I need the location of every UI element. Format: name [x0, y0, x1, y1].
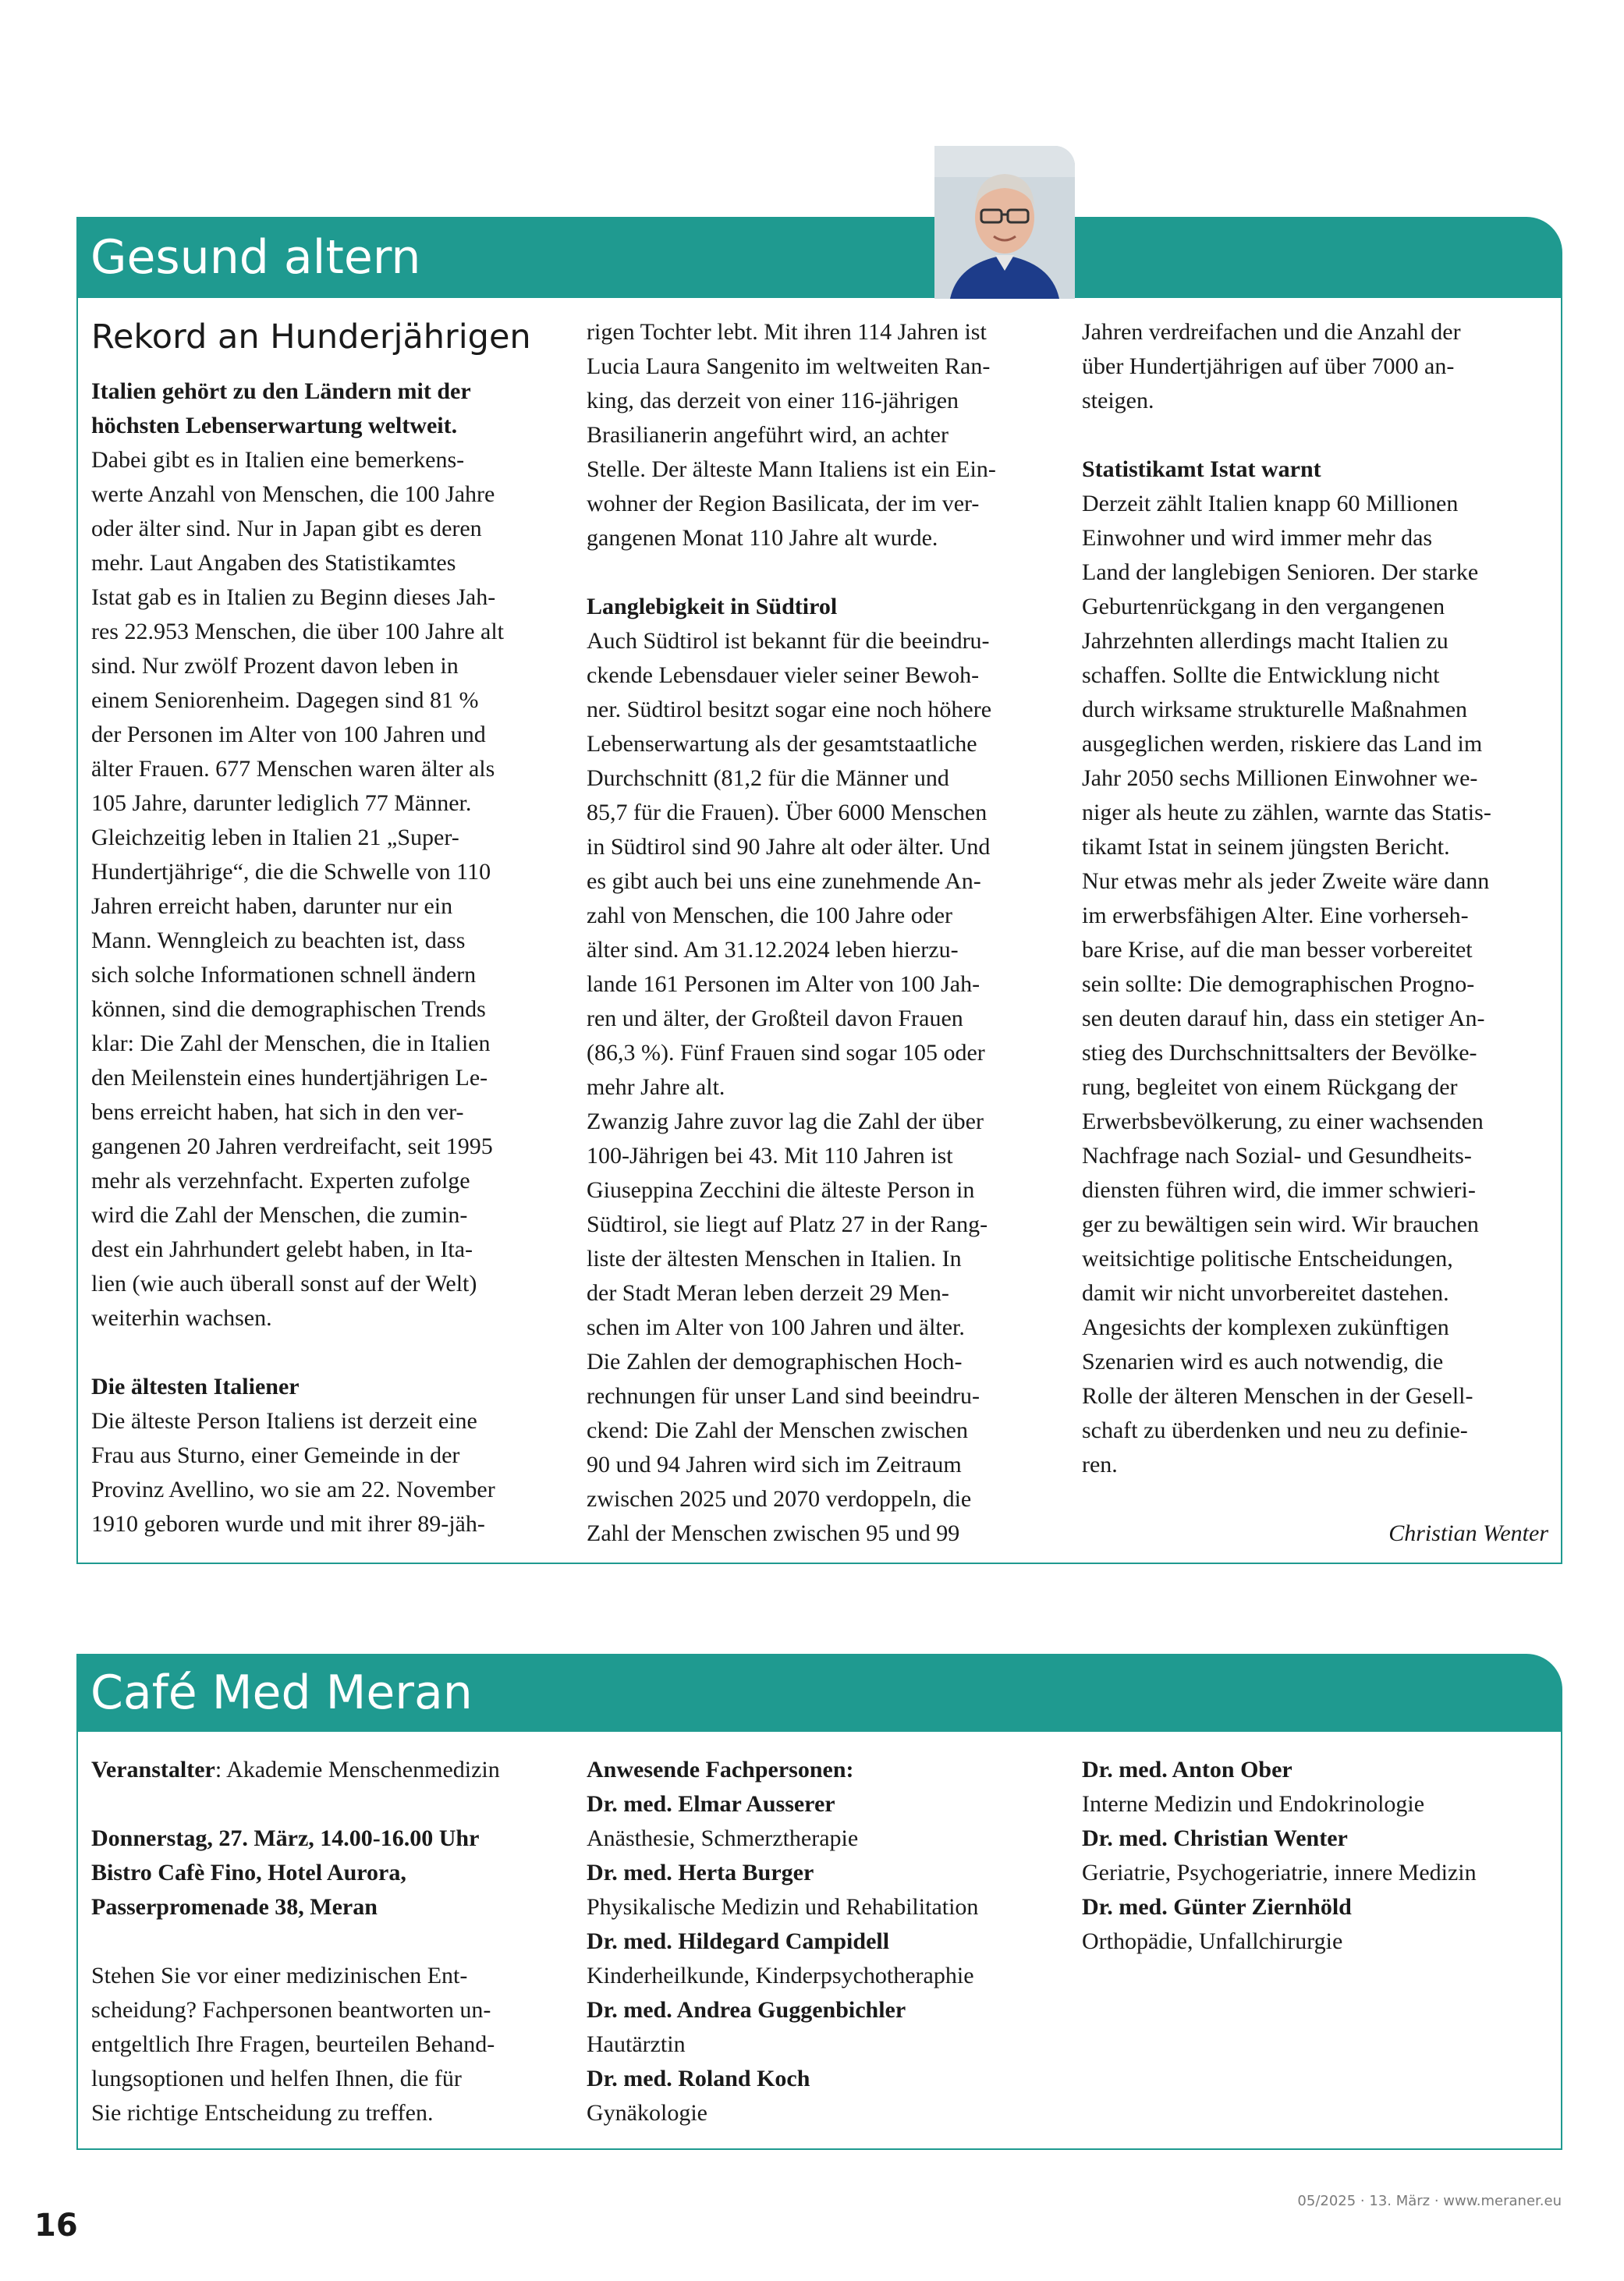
text-line: Lebenserwartung als der gesamtstaatliche [587, 731, 977, 757]
text-line: älter sind. Am 31.12.2024 leben hierzu- [587, 937, 959, 963]
heading-line: Die ältesten Italiener [91, 1374, 300, 1399]
text-line: 85,7 für die Frauen). Über 6000 Menschen [587, 800, 988, 825]
text-line: Jahr 2050 sechs Millionen Einwohner we- [1082, 765, 1478, 791]
article-author: Christian Wenter [1388, 1520, 1548, 1546]
text-line: schaft zu überdenken und neu zu definie- [1082, 1417, 1468, 1443]
text-line: bare Krise, auf die man besser vorbereitet [1082, 937, 1473, 963]
text-line: älter Frauen. 677 Menschen waren älter als [91, 756, 495, 782]
text-line: in Südtirol sind 90 Jahre alt oder älter. Und [587, 834, 991, 860]
text-line: Jahrzehnten allerdings macht Italien zu [1082, 628, 1448, 654]
text-line: Die Zahlen der demographischen Hoch- [587, 1349, 963, 1375]
text-line: schaffen. Sollte die Entwicklung nicht [1082, 662, 1440, 688]
text-line: Zahl der Menschen zwischen 95 und 99 [587, 1520, 960, 1546]
page-number: 16 [34, 2208, 78, 2244]
text-line: sen deuten darauf hin, dass ein stetiger An- [1082, 1006, 1485, 1031]
text-line: Nur etwas mehr als jeder Zweite wäre dann [1082, 868, 1490, 894]
text-line: im erwerbsfähigen Alter. Eine vorherseh- [1082, 903, 1469, 928]
text-line: klar: Die Zahl der Menschen, die in Italien [91, 1031, 491, 1056]
text-line: weitsichtige politische Entscheidungen, [1082, 1246, 1453, 1272]
text-line: wird die Zahl der Menschen, die zumin- [91, 1202, 468, 1228]
text-line: Lucia Laura Sangenito im weltweiten Ran- [587, 353, 991, 379]
author-photo [934, 146, 1075, 299]
text-line: Anästhesie, Schmerztherapie [587, 1825, 859, 1851]
text-line: Stelle. Der älteste Mann Italiens ist ein Ein- [587, 456, 996, 482]
text-line: mehr Jahre alt. [587, 1074, 725, 1100]
text-line: stieg des Durchschnittsalters der Bevölke- [1082, 1040, 1477, 1066]
text-line: king, das derzeit von einer 116-jährigen [587, 388, 959, 413]
text-line: res 22.953 Menschen, die über 100 Jahre alt [91, 619, 505, 644]
text-line: Angesichts der komplexen zukünftigen [1082, 1314, 1449, 1340]
heading-line: Dr. med. Anton Ober [1082, 1757, 1292, 1783]
text-line: der Personen im Alter von 100 Jahren und [91, 722, 486, 747]
text-line: sind. Nur zwölf Prozent davon leben in [91, 653, 459, 679]
text-line: diensten führen wird, die immer schwieri- [1082, 1177, 1476, 1203]
text-line: niger als heute zu zählen, warnte das Statis- [1082, 800, 1491, 825]
text-line: Physikalische Medizin und Rehabilitation [587, 1894, 979, 1920]
heading-line: Dr. med. Günter Ziernhöld [1082, 1894, 1352, 1920]
heading-line: Dr. med. Herta Burger [587, 1860, 814, 1885]
text-line: dest ein Jahrhundert gelebt haben, in Ita- [91, 1236, 473, 1262]
paragraph-gap [1082, 418, 1550, 452]
paragraph-gap [91, 1787, 559, 1822]
text-line: lungsoptionen und helfen Ihnen, die für [91, 2066, 462, 2091]
text-line: schen im Alter von 100 Jahren und älter. [587, 1314, 965, 1340]
organizer-line [91, 1753, 559, 1787]
text-line: Durchschnitt (81,2 für die Männer und [587, 765, 949, 791]
text-line: den Meilenstein eines hundertjährigen Le- [91, 1065, 488, 1091]
cafe-column-2 [587, 1753, 1055, 2130]
cafe-col1-text [91, 1787, 559, 2130]
text-line: Auch Südtirol ist bekannt für die beeindru- [587, 628, 990, 654]
text-line: Brasilianerin angeführt wird, an achter [587, 422, 949, 448]
text-line: Derzeit zählt Italien knapp 60 Millionen [1082, 491, 1459, 516]
text-line: ren. [1082, 1452, 1118, 1478]
footer-issue-info: 05/2025 · 13. März · www.meraner.eu [1297, 2193, 1562, 2209]
text-line: scheidung? Fachpersonen beantworten un- [91, 1997, 491, 2023]
article-column-3 [1082, 315, 1550, 1551]
cafe-column-1 [91, 1753, 559, 2130]
text-line: Land der langlebigen Senioren. Der starke [1082, 559, 1479, 585]
heading-line: Dr. med. Hildegard Campidell [587, 1928, 890, 1954]
text-line: zahl von Menschen, die 100 Jahre oder [587, 903, 953, 928]
text-line: Dabei gibt es in Italien eine bemerkens- [91, 447, 465, 473]
text-line: Frau aus Sturno, einer Gemeinde in der [91, 1442, 460, 1468]
text-line: Interne Medizin und Endokrinologie [1082, 1791, 1425, 1817]
text-line: der Stadt Meran leben derzeit 29 Men- [587, 1280, 949, 1306]
text-line: Mann. Wenngleich zu beachten ist, dass [91, 928, 466, 953]
text-line: rigen Tochter lebt. Mit ihren 114 Jahren ist [587, 319, 987, 345]
text-line: liste der ältesten Menschen in Italien. In [587, 1246, 962, 1272]
text-line: werte Anzahl von Menschen, die 100 Jahre [91, 481, 495, 507]
text-line: 90 und 94 Jahren wird sich im Zeitraum [587, 1452, 962, 1478]
text-line: 1910 geboren wurde und mit ihrer 89-jäh- [91, 1511, 485, 1537]
article-col3-text [1082, 315, 1550, 1482]
article-column-1 [91, 315, 559, 1541]
text-line: ckend: Die Zahl der Menschen zwischen [587, 1417, 968, 1443]
heading-line: Langlebigkeit in Südtirol [587, 594, 838, 619]
paragraph-gap [587, 555, 1055, 590]
text-line: mehr als verzehnfacht. Experten zufolge [91, 1168, 470, 1194]
text-line: Giuseppina Zecchini die älteste Person in [587, 1177, 975, 1203]
heading-line: Donnerstag, 27. März, 14.00-16.00 Uhr [91, 1825, 480, 1851]
text-line: durch wirksame strukturelle Maßnahmen [1082, 697, 1468, 722]
text-line: über Hundertjährigen auf über 7000 an- [1082, 353, 1455, 379]
text-line: Szenarien wird es auch notwendig, die [1082, 1349, 1444, 1375]
text-line: gangenen 20 Jahren verdreifacht, seit 1995 [91, 1133, 493, 1159]
text-line: sein sollte: Die demographischen Progno- [1082, 971, 1475, 997]
text-line: Einwohner und wird immer mehr das [1082, 525, 1433, 551]
cafe-col3-text [1082, 1753, 1550, 1959]
text-line: lande 161 Personen im Alter von 100 Jah- [587, 971, 980, 997]
text-line: damit wir nicht unvorbereitet dastehen. [1082, 1280, 1449, 1306]
article-col1-text [91, 374, 559, 1541]
text-line: Kinderheilkunde, Kinderpsychotheraphie [587, 1963, 974, 1988]
text-line: rung, begleitet von einem Rückgang der [1082, 1074, 1458, 1100]
text-line: steigen. [1082, 388, 1154, 413]
text-line: Jahren erreicht haben, darunter nur ein [91, 893, 453, 919]
text-line: ausgeglichen werden, riskiere das Land im [1082, 731, 1483, 757]
heading-line: Statistikamt Istat warnt [1082, 456, 1321, 482]
text-line: Orthopädie, Unfallchirurgie [1082, 1928, 1343, 1954]
text-line: wohner der Region Basilicata, der im ver- [587, 491, 980, 516]
paragraph-gap [91, 1336, 559, 1370]
text-line: Zwanzig Jahre zuvor lag die Zahl der über [587, 1109, 984, 1134]
paragraph-gap [91, 1924, 559, 1959]
text-line: Stehen Sie vor einer medizinischen Ent- [91, 1963, 468, 1988]
text-line: 100-Jährigen bei 43. Mit 110 Jahren ist [587, 1143, 953, 1169]
text-line: tikamt Istat in seinem jüngsten Bericht. [1082, 834, 1450, 860]
text-line: gangenen Monat 110 Jahre alt wurde. [587, 525, 938, 551]
organizer-value: : Akademie Menschenmedizin [215, 1757, 500, 1783]
article-column-2 [587, 315, 1055, 1551]
heading-line: Dr. med. Christian Wenter [1082, 1825, 1348, 1851]
text-line: bens erreicht haben, hat sich in den ver- [91, 1099, 464, 1125]
text-line: 105 Jahre, darunter lediglich 77 Männer. [91, 790, 472, 816]
cafe-col2-text [587, 1753, 1055, 2130]
text-line: ner. Südtirol besitzt sogar eine noch höhere [587, 697, 992, 722]
text-line: Rolle der älteren Menschen in der Gesell- [1082, 1383, 1473, 1409]
text-line: sich solche Informationen schnell ändern [91, 962, 477, 988]
text-line: Gleichzeitig leben in Italien 21 „Super- [91, 825, 459, 850]
text-line: entgeltlich Ihre Fragen, beurteilen Behand- [91, 2031, 495, 2057]
text-line: Geriatrie, Psychogeriatrie, innere Medizin [1082, 1860, 1477, 1885]
text-line: Gynäkologie [587, 2100, 707, 2126]
heading-line: Anwesende Fachpersonen: [587, 1757, 854, 1783]
text-line: Erwerbsbevölkerung, zu einer wachsenden [1082, 1109, 1484, 1134]
article-title: Rekord an Hunderjährigen [91, 317, 531, 357]
text-line: weiterhin wachsen. [91, 1305, 272, 1331]
heading-line: Italien gehört zu den Ländern mit der [91, 378, 471, 404]
text-line: ren und älter, der Großteil davon Frauen [587, 1006, 963, 1031]
text-line: es gibt auch bei uns eine zunehmende An- [587, 868, 981, 894]
organizer-label: Veranstalter [91, 1757, 215, 1783]
text-line: können, sind die demographischen Trends [91, 996, 486, 1022]
text-line: Hundertjährige“, die die Schwelle von 110 [91, 859, 491, 885]
heading-line: Bistro Cafè Fino, Hotel Aurora, [91, 1860, 406, 1885]
text-line: lien (wie auch überall sonst auf der Welt) [91, 1271, 477, 1297]
text-line: Südtirol, sie liegt auf Platz 27 in der Rang- [587, 1211, 988, 1237]
text-line: ckende Lebensdauer vieler seiner Bewoh- [587, 662, 980, 688]
text-line: oder älter sind. Nur in Japan gibt es deren [91, 516, 482, 541]
heading-line: Dr. med. Elmar Ausserer [587, 1791, 835, 1817]
text-line: Geburtenrückgang in den vergangenen [1082, 594, 1445, 619]
section-header-gesund-altern [76, 217, 1562, 298]
text-line: einem Seniorenheim. Dagegen sind 81 % [91, 687, 479, 713]
text-line: ger zu bewältigen sein wird. Wir brauchen [1082, 1211, 1479, 1237]
text-line: Sie richtige Entscheidung zu treffen. [91, 2100, 434, 2126]
section-title: Café Med Meran [90, 1666, 473, 1720]
text-line: Istat gab es in Italien zu Beginn dieses Jah- [91, 584, 496, 610]
section-title: Gesund altern [90, 230, 421, 285]
text-line: Hautärztin [587, 2031, 686, 2057]
cafe-column-3 [1082, 1753, 1550, 1959]
text-line: mehr. Laut Angaben des Statistikamtes [91, 550, 456, 576]
text-line: Die älteste Person Italiens ist derzeit eine [91, 1408, 477, 1434]
text-line: Provinz Avellino, wo sie am 22. November [91, 1477, 495, 1502]
article-col2-text [587, 315, 1055, 1551]
text-line: Nachfrage nach Sozial- und Gesundheits- [1082, 1143, 1472, 1169]
portrait-image [934, 146, 1075, 299]
text-line: rechnungen für unser Land sind beeindru- [587, 1383, 980, 1409]
text-line: (86,3 %). Fünf Frauen sind sogar 105 oder [587, 1040, 985, 1066]
heading-line: Passerpromenade 38, Meran [91, 1894, 378, 1920]
heading-line: Dr. med. Andrea Guggenbichler [587, 1997, 906, 2023]
section-header-cafe-med [76, 1654, 1562, 1732]
heading-line: Dr. med. Roland Koch [587, 2066, 810, 2091]
heading-line: höchsten Lebenserwartung weltweit. [91, 413, 458, 438]
text-line: zwischen 2025 und 2070 verdoppeln, die [587, 1486, 972, 1512]
text-line: Jahren verdreifachen und die Anzahl der [1082, 319, 1461, 345]
